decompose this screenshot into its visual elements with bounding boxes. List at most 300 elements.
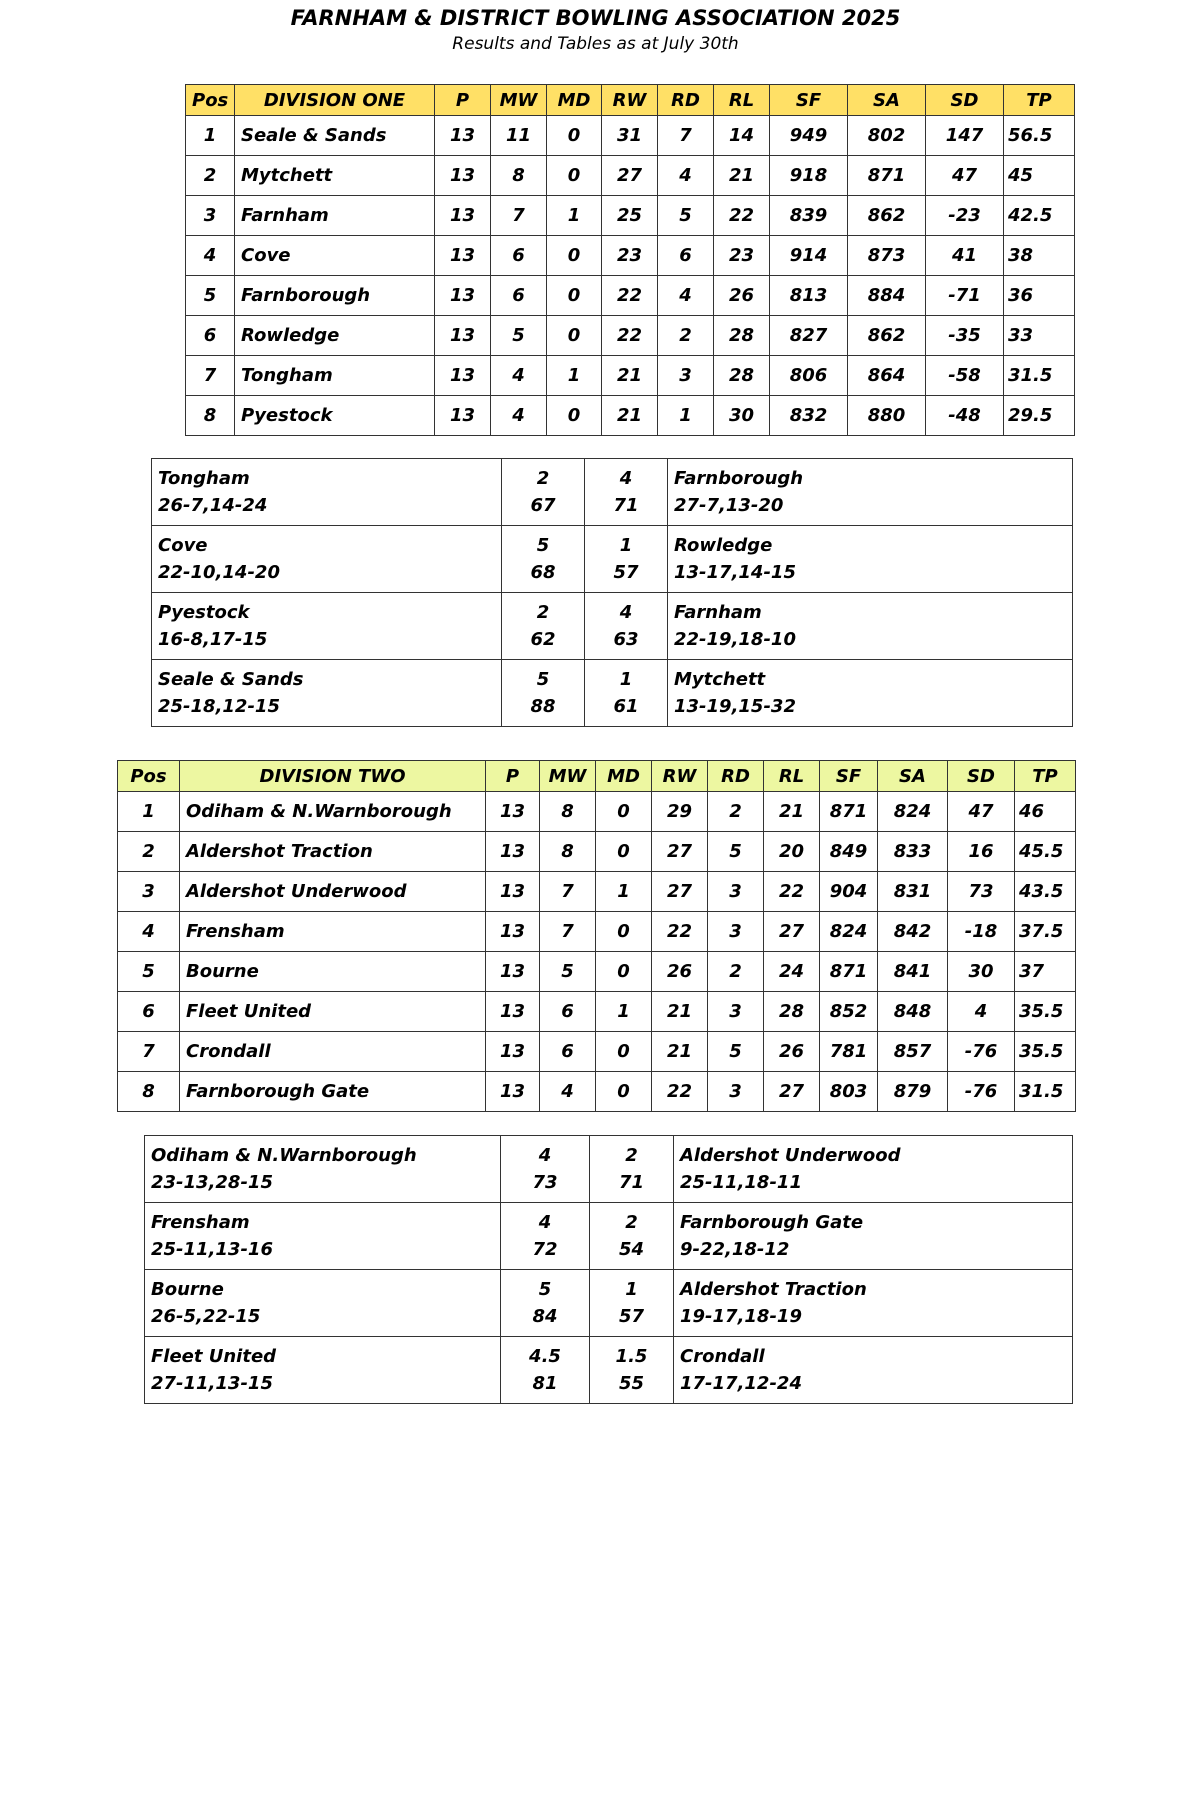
away-scores: 13-17,14-15 [674,562,796,583]
column-header: RL [764,761,820,792]
table-cell: 8 [118,1072,180,1112]
home-total: 84 [532,1306,558,1327]
away-points-cell [585,660,668,727]
table-cell: 5 [540,952,596,992]
column-header: MD [547,85,602,116]
team-name-cell: Rowledge [235,316,435,356]
away-team-cell [668,459,1073,526]
table-cell: 37 [1015,952,1076,992]
away-team-cell [668,526,1073,593]
table-cell: 5 [708,832,764,872]
table-cell: 857 [878,1032,948,1072]
table-cell: 24 [764,952,820,992]
table-row [118,792,1076,832]
table-row [118,872,1076,912]
table-cell: 13 [435,396,491,436]
table-cell: 2 [186,156,235,196]
result-row [145,1136,1073,1203]
table-cell: -23 [926,196,1004,236]
table-cell: 21 [652,1032,708,1072]
away-points-cell [585,526,668,593]
table-row [118,832,1076,872]
column-header: DIVISION TWO [180,761,486,792]
away-team-cell [668,593,1073,660]
table-cell: 6 [186,316,235,356]
team-name-cell: Fleet United [180,992,486,1032]
division-one-results-table [151,458,1073,727]
home-points: 5 [536,669,550,690]
table-cell: 21 [764,792,820,832]
table-cell: 13 [435,196,491,236]
table-cell: 47 [948,792,1015,832]
table-cell: 13 [486,1072,540,1112]
table-cell: 35.5 [1015,1032,1076,1072]
table-cell: 806 [770,356,848,396]
table-cell: 864 [848,356,926,396]
team-name-cell: Farnborough [235,276,435,316]
table-cell: -76 [948,1072,1015,1112]
table-cell: 0 [547,116,602,156]
result-row [152,526,1073,593]
table-cell: 880 [848,396,926,436]
table-cell: 22 [714,196,770,236]
home-team-cell [145,1203,501,1270]
table-cell: 3 [118,872,180,912]
table-cell: 7 [540,912,596,952]
table-cell: 26 [764,1032,820,1072]
away-team-cell [674,1203,1073,1270]
home-total: 73 [532,1172,558,1193]
away-team-cell [674,1270,1073,1337]
table-cell: 914 [770,236,848,276]
table-cell: 13 [435,276,491,316]
away-points-cell [585,593,668,660]
away-points-cell [590,1136,674,1203]
table-cell: 4 [118,912,180,952]
column-header: MW [540,761,596,792]
result-row [152,593,1073,660]
table-cell: 29.5 [1004,396,1075,436]
table-cell: 13 [486,1032,540,1072]
table-cell: 879 [878,1072,948,1112]
home-points-cell [502,660,585,727]
table-row [186,156,1075,196]
table-cell: 28 [714,316,770,356]
column-header: RW [602,85,658,116]
home-points-cell [502,526,585,593]
home-points: 4 [538,1212,552,1233]
table-cell: 871 [820,952,878,992]
table-cell: 862 [848,196,926,236]
division-two-table [117,760,1076,1112]
home-points: 2 [536,468,550,489]
table-row [186,396,1075,436]
table-cell: 33 [1004,316,1075,356]
away-scores: 25-11,18-11 [680,1172,802,1193]
table-cell: 23 [714,236,770,276]
home: Odiham & N.Warnborough [151,1145,417,1166]
table-cell: 839 [770,196,848,236]
home-team-cell [145,1270,501,1337]
table-cell: 23 [602,236,658,276]
column-header: TP [1004,85,1075,116]
column-header: RD [658,85,714,116]
column-header: P [435,85,491,116]
table-cell: 22 [602,276,658,316]
result-row [145,1270,1073,1337]
team-name-cell: Farnham [235,196,435,236]
column-header: P [486,761,540,792]
table-cell: 30 [714,396,770,436]
table-cell: 8 [491,156,547,196]
table-cell: 13 [486,872,540,912]
table-cell: 832 [770,396,848,436]
away-total: 71 [618,1172,645,1193]
away-team-cell [674,1136,1073,1203]
table-cell: 11 [491,116,547,156]
table-cell: 3 [186,196,235,236]
away-total: 63 [613,629,639,650]
table-cell: 6 [491,276,547,316]
home-scores: 26-7,14-24 [158,495,268,516]
table-cell: 26 [652,952,708,992]
away-points: 4 [619,602,633,623]
home-points: 5 [536,535,550,556]
table-cell: 1 [658,396,714,436]
home-scores: 23-13,28-15 [151,1172,273,1193]
table-cell: 1 [547,356,602,396]
table-cell: 14 [714,116,770,156]
away-total: 54 [618,1239,645,1260]
division-two-results-table [144,1135,1073,1404]
table-row [118,952,1076,992]
table-cell: 852 [820,992,878,1032]
table-cell: 30 [948,952,1015,992]
table-cell: 802 [848,116,926,156]
table-cell: 849 [820,832,878,872]
table-cell: 7 [491,196,547,236]
team-name-cell: Aldershot Underwood [180,872,486,912]
table-cell: -71 [926,276,1004,316]
away-points-cell [590,1337,674,1404]
table-cell: 13 [486,792,540,832]
document-title: FARNHAM & DISTRICT BOWLING ASSOCIATION 2025 [290,6,901,30]
table-cell: 27 [764,1072,820,1112]
table-cell: 36 [1004,276,1075,316]
table-cell: 3 [658,356,714,396]
away-points: 1 [619,535,633,556]
table-cell: 8 [540,832,596,872]
table-cell: 1 [186,116,235,156]
away: Mytchett [674,669,766,690]
home-scores: 22-10,14-20 [158,562,280,583]
table-cell: 6 [540,992,596,1032]
team-name-cell: Bourne [180,952,486,992]
table-cell: 1 [118,792,180,832]
away: Crondall [680,1346,765,1367]
away-total: 55 [618,1373,645,1394]
table-cell: 5 [491,316,547,356]
table-cell: 45.5 [1015,832,1076,872]
result-row [152,459,1073,526]
home-points-cell [502,459,585,526]
away-points-cell [590,1270,674,1337]
table-cell: 0 [596,1032,652,1072]
table-cell: 73 [948,872,1015,912]
home-points-cell [501,1270,590,1337]
team-name-cell: Farnborough Gate [180,1072,486,1112]
table-cell: 31.5 [1015,1072,1076,1112]
table-cell: 21 [652,992,708,1032]
table-cell: 2 [118,832,180,872]
table-cell: 3 [708,872,764,912]
team-name-cell: Frensham [180,912,486,952]
home-total: 62 [530,629,556,650]
column-header: SF [820,761,878,792]
table-cell: 871 [820,792,878,832]
away-points: 1 [619,669,633,690]
table-cell: 21 [602,356,658,396]
table-cell: -18 [948,912,1015,952]
column-header: Pos [186,85,235,116]
table-cell: 22 [764,872,820,912]
table-cell: 28 [764,992,820,1032]
table-cell: 871 [848,156,926,196]
table-cell: 13 [486,912,540,952]
table-cell: 5 [658,196,714,236]
table-cell: 884 [848,276,926,316]
home: Pyestock [158,602,250,623]
table-cell: 13 [435,116,491,156]
table-cell: 841 [878,952,948,992]
home-total: 68 [530,562,556,583]
table-cell: 47 [926,156,1004,196]
table-cell: 0 [547,276,602,316]
table-cell: 41 [926,236,1004,276]
table-cell: 35.5 [1015,992,1076,1032]
home: Bourne [151,1279,224,1300]
table-cell: 0 [596,912,652,952]
table-cell: 2 [708,792,764,832]
table-cell: 13 [435,356,491,396]
document-subtitle: Results and Tables as at July 30th [452,34,739,54]
table-cell: 4 [948,992,1015,1032]
home-total: 88 [530,696,556,717]
table-cell: 26 [714,276,770,316]
table-cell: 56.5 [1004,116,1075,156]
table-cell: 25 [602,196,658,236]
away-total: 57 [618,1306,645,1327]
table-cell: 781 [820,1032,878,1072]
table-cell: 7 [118,1032,180,1072]
away-scores: 17-17,12-24 [680,1373,802,1394]
team-name-cell: Crondall [180,1032,486,1072]
column-header: SA [848,85,926,116]
table-cell: 13 [435,316,491,356]
table-cell: 28 [714,356,770,396]
table-cell: 1 [596,992,652,1032]
table-cell: 833 [878,832,948,872]
table-row [186,116,1075,156]
table-cell: 37.5 [1015,912,1076,952]
home-scores: 25-11,13-16 [151,1239,273,1260]
table-cell: -58 [926,356,1004,396]
home: Cove [158,535,208,556]
home-points-cell [502,593,585,660]
table-cell: 2 [658,316,714,356]
table-row [118,912,1076,952]
table-cell: 13 [486,992,540,1032]
table-cell: 949 [770,116,848,156]
column-header: Pos [118,761,180,792]
table-cell: 842 [878,912,948,952]
table-row [118,1032,1076,1072]
table-cell: 4 [186,236,235,276]
table-cell: 13 [486,952,540,992]
column-header: SF [770,85,848,116]
home-points: 4.5 [529,1346,561,1367]
table-cell: 0 [596,832,652,872]
home: Frensham [151,1212,250,1233]
table-cell: 904 [820,872,878,912]
away-scores: 9-22,18-12 [680,1239,790,1260]
table-cell: 813 [770,276,848,316]
table-cell: 31 [602,116,658,156]
table-cell: 29 [652,792,708,832]
home-total: 81 [532,1373,558,1394]
table-cell: 147 [926,116,1004,156]
table-cell: 31.5 [1004,356,1075,396]
home-scores: 25-18,12-15 [158,696,280,717]
table-cell: 8 [186,396,235,436]
table-cell: 1 [547,196,602,236]
table-cell: 22 [652,1072,708,1112]
table-row [118,992,1076,1032]
table-cell: 918 [770,156,848,196]
away: Aldershot Underwood [680,1145,901,1166]
away-points: 2 [625,1145,638,1166]
away-scores: 13-19,15-32 [674,696,796,717]
home-team-cell [152,526,502,593]
team-name-cell: Odiham & N.Warnborough [180,792,486,832]
home-points: 4 [538,1145,552,1166]
table-cell: 16 [948,832,1015,872]
home-points: 2 [536,602,550,623]
table-cell: 862 [848,316,926,356]
table-cell: 27 [652,832,708,872]
away-team-cell [674,1337,1073,1404]
away-total: 57 [613,562,639,583]
table-cell: 7 [658,116,714,156]
table-cell: 5 [186,276,235,316]
table-cell: 0 [547,156,602,196]
column-header: RL [714,85,770,116]
away-scores: 27-7,13-20 [674,495,784,516]
table-cell: 4 [658,156,714,196]
home-points-cell [501,1136,590,1203]
home-total: 67 [530,495,556,516]
away-scores: 19-17,18-19 [680,1306,802,1327]
table-cell: 8 [540,792,596,832]
home: Fleet United [151,1346,277,1367]
table-cell: 0 [547,316,602,356]
table-cell: 22 [602,316,658,356]
table-cell: 4 [540,1072,596,1112]
table-cell: 13 [486,832,540,872]
away-total: 61 [613,696,639,717]
table-cell: 2 [708,952,764,992]
home-points-cell [501,1203,590,1270]
table-cell: 831 [878,872,948,912]
table-cell: 803 [820,1072,878,1112]
table-row [118,1072,1076,1112]
table-cell: -48 [926,396,1004,436]
away-total: 71 [613,495,639,516]
home-scores: 26-5,22-15 [151,1306,261,1327]
table-cell: 27 [652,872,708,912]
away-scores: 22-19,18-10 [674,629,796,650]
away: Rowledge [674,535,773,556]
table-cell: 0 [596,792,652,832]
column-header: RD [708,761,764,792]
table-cell: 46 [1015,792,1076,832]
table-cell: -35 [926,316,1004,356]
table-cell: 42.5 [1004,196,1075,236]
table-header-row [186,85,1075,116]
home-team-cell [152,459,502,526]
away: Farnborough [674,468,804,489]
table-cell: 824 [820,912,878,952]
away: Aldershot Traction [680,1279,867,1300]
team-name-cell: Pyestock [235,396,435,436]
table-row [186,356,1075,396]
table-cell: 38 [1004,236,1075,276]
column-header: SD [948,761,1015,792]
table-cell: 13 [435,156,491,196]
home: Tongham [158,468,250,489]
table-cell: 0 [596,952,652,992]
result-row [152,660,1073,727]
table-cell: 6 [491,236,547,276]
table-cell: 3 [708,1072,764,1112]
table-cell: 824 [878,792,948,832]
away: Farnborough Gate [680,1212,864,1233]
table-cell: 21 [602,396,658,436]
table-cell: 3 [708,992,764,1032]
column-header: MD [596,761,652,792]
home-team-cell [145,1337,501,1404]
table-row [186,236,1075,276]
table-row [186,276,1075,316]
table-cell: 4 [491,396,547,436]
table-cell: 5 [118,952,180,992]
table-cell: 0 [547,236,602,276]
away-points: 1 [625,1279,638,1300]
away-points: 1.5 [615,1346,648,1367]
result-row [145,1337,1073,1404]
column-header: MW [491,85,547,116]
table-cell: 45 [1004,156,1075,196]
team-name-cell: Cove [235,236,435,276]
table-header-row [118,761,1076,792]
home: Seale & Sands [158,669,304,690]
table-cell: 6 [118,992,180,1032]
table-cell: 4 [658,276,714,316]
table-cell: 6 [540,1032,596,1072]
home-points-cell [501,1337,590,1404]
column-header: RW [652,761,708,792]
table-cell: 43.5 [1015,872,1076,912]
